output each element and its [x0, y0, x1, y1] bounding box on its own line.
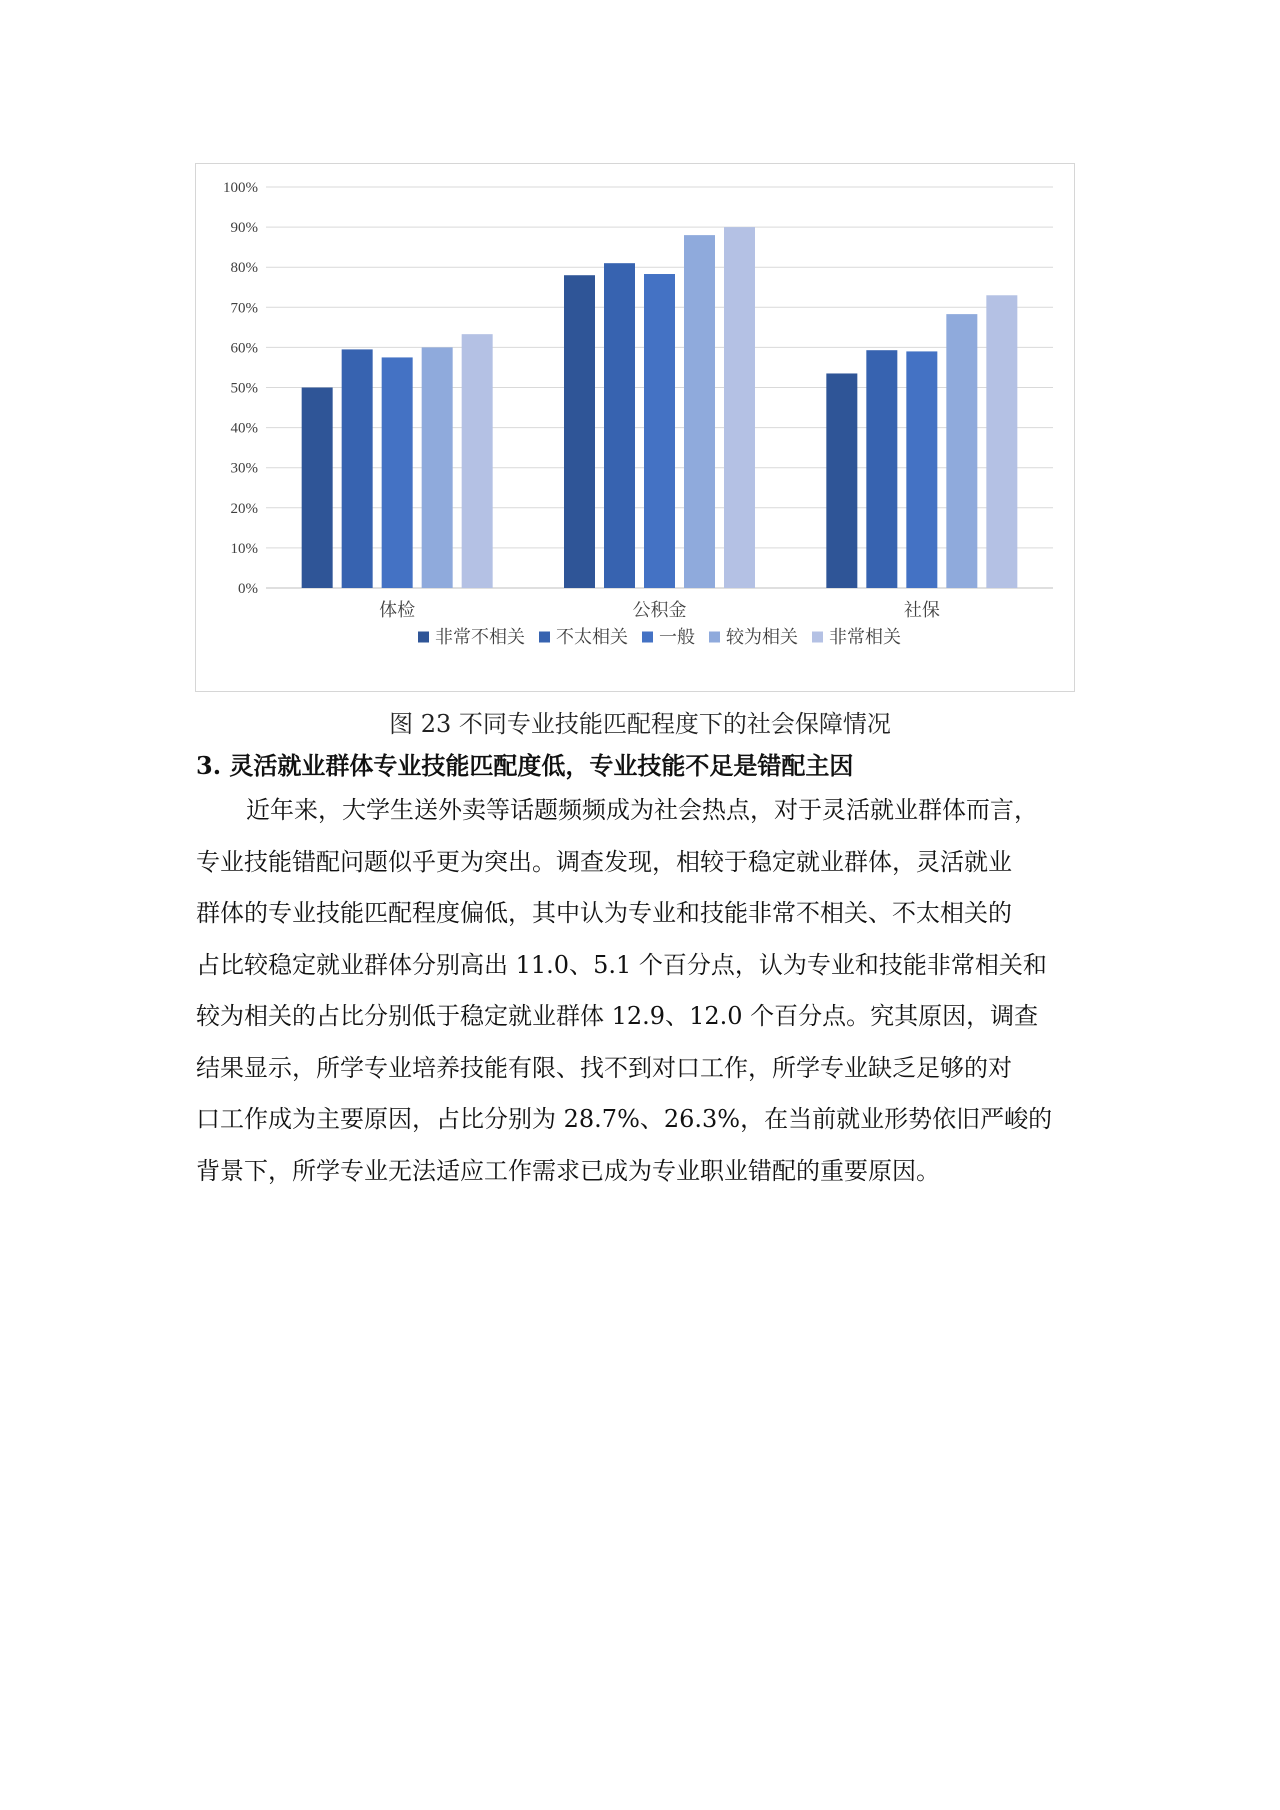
body-line: 较为相关的占比分别低于稳定就业群体 12.9、12.0 个百分点。究其原因，调查: [196, 1002, 1039, 1030]
body-line: 群体的专业技能匹配程度偏低，其中认为专业和技能非常不相关、不太相关的: [196, 899, 1012, 927]
body-line: 背景下，所学专业无法适应工作需求已成为专业职业错配的重要原因。: [196, 1156, 940, 1185]
bar: [564, 275, 595, 588]
bar: [946, 314, 977, 588]
y-tick-label: 70%: [230, 300, 258, 317]
bar: [604, 263, 635, 588]
legend-label: 一般: [659, 627, 695, 648]
y-tick-label: 60%: [230, 340, 258, 357]
y-tick-label: 10%: [230, 540, 258, 557]
legend-swatch: [642, 632, 653, 643]
legend-label: 非常不相关: [435, 627, 525, 648]
bar: [906, 351, 937, 588]
legend-label: 不太相关: [556, 627, 628, 648]
legend-label: 非常相关: [829, 627, 901, 648]
x-category-label: 体检: [379, 600, 416, 621]
legend-swatch: [418, 632, 429, 643]
y-tick-label: 100%: [223, 180, 258, 196]
legend-swatch: [709, 632, 720, 643]
y-tick-label: 40%: [230, 420, 258, 437]
body-line: 近年来，大学生送外卖等话题频频成为社会热点，对于灵活就业群体而言，: [246, 796, 1038, 824]
y-tick-label: 50%: [230, 380, 258, 397]
y-tick-label: 30%: [230, 460, 258, 477]
body-line: 专业技能错配问题似乎更为突出。调查发现，相较于稳定就业群体，灵活就业: [196, 847, 1012, 876]
bar: [684, 235, 715, 588]
bar: [462, 334, 493, 588]
x-category-label: 公积金: [632, 600, 687, 621]
legend-label: 较为相关: [726, 627, 798, 648]
body-paragraph: [196, 785, 1096, 1197]
bar: [422, 347, 453, 588]
bar: [644, 274, 675, 588]
y-tick-label: 80%: [230, 260, 258, 277]
bar: [342, 349, 373, 588]
legend-swatch: [812, 632, 823, 643]
body-line: 占比较稳定就业群体分别高出 11.0、5.1 个百分点，认为专业和技能非常相关和: [196, 950, 1047, 979]
y-tick-label: 0%: [238, 581, 258, 597]
body-line: 口工作成为主要原因，占比分别为 28.7%、26.3%，在当前就业形势依旧严峻的: [196, 1105, 1053, 1133]
y-tick-label: 90%: [230, 220, 258, 237]
chart-frame: [195, 163, 1075, 692]
body-line: 结果显示，所学专业培养技能有限、找不到对口工作，所学专业缺乏足够的对: [196, 1053, 1012, 1082]
y-tick-label: 20%: [230, 500, 258, 517]
bar: [866, 350, 897, 588]
bar-chart: [196, 164, 1076, 693]
bar: [302, 388, 333, 589]
x-category-label: 社保: [903, 600, 940, 621]
bar: [986, 295, 1017, 588]
section-heading: 3. 灵活就业群体专业技能匹配度低，专业技能不足是错配主因: [196, 751, 854, 780]
bar: [826, 373, 857, 588]
bar: [382, 357, 413, 588]
bar: [724, 227, 755, 588]
legend-swatch: [539, 632, 550, 643]
figure-caption: 图 23 不同专业技能匹配程度下的社会保障情况: [389, 710, 891, 738]
